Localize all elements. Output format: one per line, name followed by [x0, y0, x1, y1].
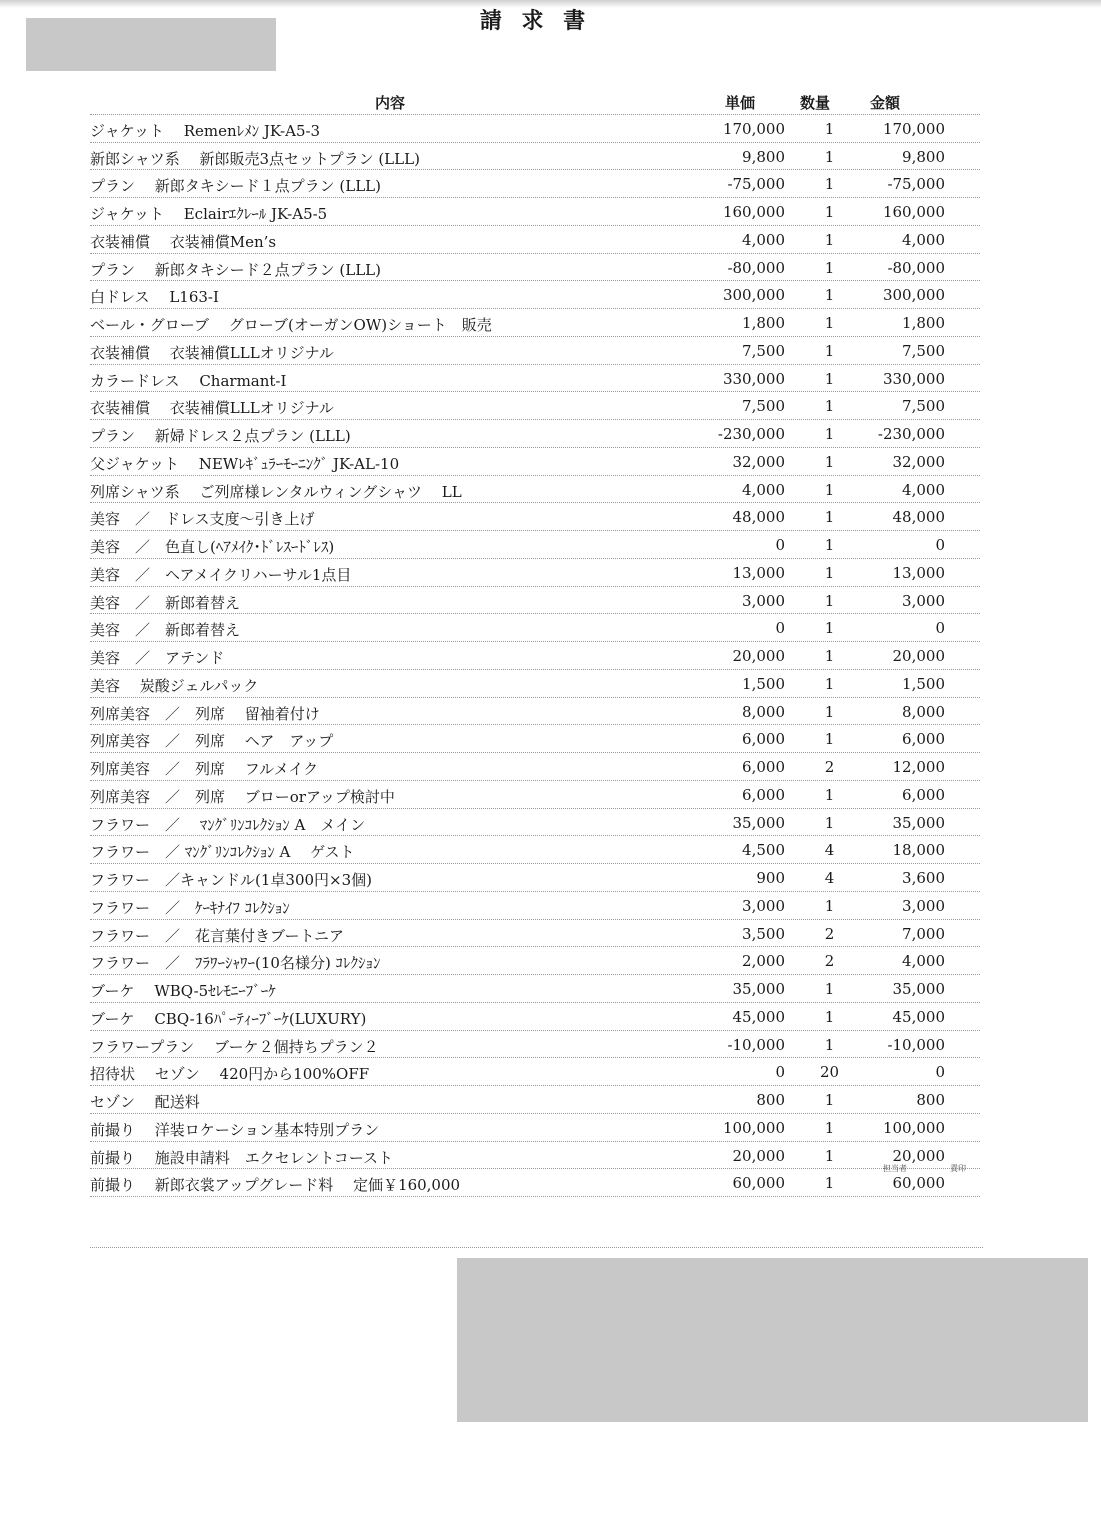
row-amount: 800 — [916, 1091, 945, 1109]
row-unit-price: 300,000 — [722, 286, 785, 305]
row-quantity: 1 — [824, 896, 835, 915]
row-quantity: 1 — [824, 203, 835, 221]
row-unit-price: 4,000 — [742, 230, 785, 249]
row-unit-price: 900 — [756, 869, 785, 887]
row-unit-price: 0 — [775, 1063, 785, 1082]
row-unit-price: 3,000 — [742, 896, 785, 915]
row-unit-price: 6,000 — [742, 730, 785, 749]
table-row — [90, 365, 980, 393]
row-amount: 7,500 — [902, 341, 945, 360]
row-unit-price: 7,500 — [742, 397, 785, 416]
table-row — [90, 781, 980, 809]
row-amount: 0 — [935, 1063, 945, 1082]
row-unit-price: -230,000 — [717, 425, 785, 443]
row-unit-price: 4,500 — [742, 841, 785, 860]
table-row — [90, 392, 980, 420]
row-content: 衣装補償 衣装補償LLLオリジナル — [90, 399, 334, 418]
row-quantity: 4 — [824, 869, 835, 887]
row-content: 新郎シャツ系 新郎販売3点セットプラン (LLL) — [90, 149, 420, 168]
row-quantity: 2 — [824, 924, 835, 943]
row-quantity: 1 — [824, 230, 835, 249]
row-content: 美容 ／ 新郎着替え — [90, 593, 241, 612]
row-content: 衣装補償 衣装補償Men’s — [90, 232, 277, 251]
row-quantity: 4 — [824, 841, 835, 860]
row-content: 美容 ／ ヘアメイクリハーサル1点目 — [90, 565, 352, 584]
row-quantity: 1 — [824, 1007, 835, 1026]
table-row — [90, 753, 980, 781]
row-content: 衣装補償 衣装補償LLLオリジナル — [90, 343, 334, 362]
row-quantity: 1 — [824, 147, 835, 166]
row-quantity: 1 — [824, 175, 835, 194]
table-row — [90, 642, 980, 670]
table-row — [90, 1086, 980, 1114]
row-quantity: 20 — [819, 1063, 840, 1082]
row-amount: 60,000 — [892, 1174, 945, 1193]
row-quantity: 1 — [824, 452, 835, 471]
table-row — [90, 281, 980, 309]
row-amount: 20,000 — [892, 647, 945, 665]
row-quantity: 1 — [824, 647, 835, 665]
table-row — [90, 170, 980, 198]
row-quantity: 1 — [824, 591, 835, 610]
table-row — [90, 226, 980, 254]
row-unit-price: 48,000 — [732, 508, 785, 527]
row-amount: 0 — [935, 536, 945, 554]
table-row — [90, 448, 980, 476]
table-row — [90, 198, 980, 226]
row-quantity: 1 — [824, 314, 835, 332]
row-quantity: 2 — [824, 758, 835, 776]
row-unit-price: 2,000 — [742, 952, 785, 971]
row-content: ブーケ CBQ-16ﾊﾟｰﾃｨｰﾌﾞｰｹ(LUXURY) — [90, 1009, 367, 1028]
redacted-block-bottom — [457, 1258, 1088, 1422]
bottom-divider — [90, 1247, 983, 1248]
row-unit-price: 6,000 — [742, 785, 785, 804]
row-amount: 18,000 — [892, 841, 945, 860]
row-unit-price: 45,000 — [732, 1007, 785, 1026]
header-unit-price: 単価 — [724, 94, 755, 112]
table-row — [90, 1058, 980, 1086]
row-amount: 170,000 — [882, 119, 945, 138]
row-content: 列席シャツ系 ご列席様レンタルウィングシャツ LL — [90, 482, 462, 501]
row-amount: 7,000 — [902, 924, 945, 943]
row-content: フラワー ／キャンドル(1卓300円×3個) — [90, 871, 372, 889]
row-unit-price: 1,800 — [742, 314, 785, 332]
table-row — [90, 309, 980, 337]
document-title: 請 求 書 — [479, 8, 592, 34]
table-row — [90, 254, 980, 282]
row-content: プラン 新郎タキシード２点プラン (LLL) — [90, 260, 381, 279]
row-amount: 35,000 — [892, 813, 945, 832]
header-content: 内容 — [374, 94, 405, 112]
row-content: プラン 新郎タキシード１点プラン (LLL) — [90, 177, 381, 196]
row-amount: -80,000 — [887, 258, 945, 277]
table-row — [90, 1003, 980, 1031]
table-row — [90, 670, 980, 698]
row-unit-price: 0 — [775, 619, 785, 638]
table-row — [90, 1169, 980, 1197]
table-row — [90, 892, 980, 920]
row-quantity: 1 — [824, 785, 835, 804]
row-amount: 3,000 — [902, 896, 945, 915]
row-content: 前撮り 新郎衣裳アップグレード料 定価￥160,000 — [90, 1176, 461, 1195]
table-row — [90, 115, 980, 143]
row-content: 父ジャケット NEWﾚｷﾞｭﾗｰﾓｰﾆﾝｸﾞ JK-AL-10 — [90, 454, 400, 473]
row-quantity: 1 — [824, 702, 835, 721]
row-quantity: 1 — [824, 286, 835, 305]
row-quantity: 1 — [824, 674, 835, 693]
row-amount: 48,000 — [892, 508, 945, 527]
row-unit-price: 170,000 — [722, 119, 785, 138]
row-quantity: 1 — [824, 508, 835, 527]
row-unit-price: -75,000 — [727, 175, 785, 194]
row-quantity: 1 — [824, 369, 835, 388]
table-row — [90, 864, 980, 892]
row-unit-price: 3,000 — [742, 591, 785, 610]
table-row — [90, 1031, 980, 1059]
row-amount: 20,000 — [892, 1146, 945, 1165]
row-content: ベール・グローブ グローブ(オーガンOW)ショート 販売 — [90, 316, 492, 334]
row-unit-price: 4,000 — [742, 480, 785, 499]
row-quantity: 1 — [824, 619, 835, 638]
table-row — [90, 559, 980, 587]
row-unit-price: 160,000 — [722, 203, 785, 221]
row-amount: 6,000 — [902, 730, 945, 749]
table-row — [90, 420, 980, 448]
row-amount: 4,000 — [902, 230, 945, 249]
row-content: 美容 ／ 新郎着替え — [90, 621, 241, 640]
row-unit-price: 800 — [756, 1091, 785, 1109]
row-content: フラワー ／ ﾏﾝｸﾞﾘﾝｺﾚｸｼｮﾝ A ゲスト — [90, 843, 355, 862]
table-row — [90, 531, 980, 559]
row-content: セゾン 配送料 — [90, 1093, 200, 1111]
row-amount: 300,000 — [882, 286, 945, 305]
row-content: ブーケ WBQ-5ｾﾚﾓﾆｰﾌﾞｰｹ — [90, 982, 276, 1000]
row-content: 美容 ／ 色直し(ﾍｱﾒｲｸ･ﾄﾞﾚｽｰﾄﾞﾚｽ) — [90, 538, 335, 556]
row-quantity: 1 — [824, 1174, 835, 1193]
row-amount: 45,000 — [892, 1007, 945, 1026]
row-content: 招待状 セゾン 420円から100%OFF — [90, 1065, 370, 1084]
table-row — [90, 975, 980, 1003]
table-row — [90, 503, 980, 531]
row-amount: -230,000 — [877, 425, 945, 443]
row-unit-price: 32,000 — [732, 452, 785, 471]
row-unit-price: 1,500 — [742, 674, 785, 693]
invoice-table — [90, 87, 980, 1197]
row-content: 列席美容 ／ 列席 ブローorアップ検討中 — [90, 787, 395, 806]
row-unit-price: 7,500 — [742, 341, 785, 360]
row-content: 前撮り 洋装ロケーション基本特別プラン — [90, 1120, 380, 1139]
row-unit-price: 9,800 — [742, 147, 785, 166]
row-amount: 1,500 — [902, 674, 945, 693]
row-amount: -75,000 — [887, 175, 945, 194]
row-unit-price: 35,000 — [732, 980, 785, 998]
row-amount: 7,500 — [902, 397, 945, 416]
table-row — [90, 1142, 980, 1170]
row-content: 前撮り 施設申請料 エクセレントコースト — [90, 1148, 394, 1167]
row-amount: 330,000 — [882, 369, 945, 388]
table-row — [90, 614, 980, 642]
row-amount: 13,000 — [892, 563, 945, 582]
row-quantity: 1 — [824, 258, 835, 277]
table-row — [90, 920, 980, 948]
row-content: 美容 炭酸ジェルパック — [90, 676, 259, 695]
row-content: 白ドレス L163-I — [90, 288, 219, 307]
table-body — [90, 115, 980, 1197]
table-row — [90, 337, 980, 365]
row-content: ジャケット Eclairｴｸﾚｰﾙ JK-A5-5 — [90, 205, 328, 223]
table-row — [90, 143, 980, 171]
row-unit-price: -10,000 — [727, 1035, 785, 1054]
row-content: ジャケット Remenﾚﾒﾝ JK-A5-3 — [90, 121, 321, 140]
row-amount: 12,000 — [892, 758, 945, 776]
table-row — [90, 809, 980, 837]
row-content: 列席美容 ／ 列席 ヘア アップ — [90, 732, 334, 751]
row-amount: 100,000 — [882, 1118, 945, 1137]
row-amount: 8,000 — [902, 702, 945, 721]
table-row — [90, 947, 980, 975]
row-amount: 1,800 — [902, 314, 945, 332]
header-quantity: 数量 — [799, 94, 830, 112]
row-content: 列席美容 ／ 列席 留袖着付け — [90, 704, 320, 723]
row-unit-price: 100,000 — [722, 1118, 785, 1137]
row-unit-price: 60,000 — [732, 1174, 785, 1193]
row-quantity: 1 — [824, 563, 835, 582]
row-quantity: 1 — [824, 480, 835, 499]
stamp-label-staff: 担当者 — [883, 1164, 907, 1173]
row-unit-price: -80,000 — [727, 258, 785, 277]
row-unit-price: 35,000 — [732, 813, 785, 832]
redacted-block-top — [26, 18, 276, 71]
row-quantity: 1 — [824, 813, 835, 832]
table-row — [90, 1114, 980, 1142]
row-content: フラワー ／ 花言葉付きブートニア — [90, 926, 344, 945]
row-content: フラワープラン ブーケ２個持ちプラン２ — [90, 1037, 379, 1056]
table-row — [90, 476, 980, 504]
row-quantity: 1 — [824, 980, 835, 998]
row-amount: 32,000 — [892, 452, 945, 471]
row-content: フラワー ／ ｹｰｷﾅｲﾌ ｺﾚｸｼｮﾝ — [90, 898, 290, 917]
row-content: 美容 ／ ドレス支度～引き上げ — [90, 510, 315, 529]
row-amount: 3,000 — [902, 591, 945, 610]
row-unit-price: 20,000 — [732, 1146, 785, 1165]
row-unit-price: 3,500 — [742, 924, 785, 943]
row-quantity: 1 — [824, 119, 835, 138]
row-content: フラワー ／ ﾌﾗﾜｰｼｬﾜｰ(10名様分) ｺﾚｸｼｮﾝ — [90, 954, 381, 973]
row-unit-price: 13,000 — [732, 563, 785, 582]
row-amount: 3,600 — [902, 869, 945, 887]
row-quantity: 1 — [824, 425, 835, 443]
row-quantity: 1 — [824, 1118, 835, 1137]
row-content: プラン 新婦ドレス２点プラン (LLL) — [90, 427, 351, 445]
header-amount: 金額 — [869, 94, 900, 112]
row-amount: 4,000 — [902, 480, 945, 499]
table-row — [90, 725, 980, 753]
stamp-label-seal: 責印 — [950, 1164, 966, 1173]
row-quantity: 1 — [824, 730, 835, 749]
row-unit-price: 6,000 — [742, 758, 785, 776]
row-amount: 0 — [935, 619, 945, 638]
row-content: 列席美容 ／ 列席 フルメイク — [90, 760, 319, 778]
row-quantity: 1 — [824, 1091, 835, 1109]
row-content: フラワー ／ ﾏﾝｸﾞﾘﾝｺﾚｸｼｮﾝ A メイン — [90, 815, 366, 834]
row-amount: 9,800 — [902, 147, 945, 166]
row-amount: 4,000 — [902, 952, 945, 971]
table-row — [90, 587, 980, 615]
row-quantity: 1 — [824, 397, 835, 416]
row-amount: -10,000 — [887, 1035, 945, 1054]
row-unit-price: 20,000 — [732, 647, 785, 665]
row-content: 美容 ／ アテンド — [90, 649, 225, 667]
table-row — [90, 698, 980, 726]
row-amount: 6,000 — [902, 785, 945, 804]
row-quantity: 1 — [824, 536, 835, 554]
row-unit-price: 330,000 — [722, 369, 785, 388]
row-quantity: 2 — [824, 952, 835, 971]
table-row — [90, 836, 980, 864]
row-amount: 160,000 — [882, 203, 945, 221]
row-content: カラードレス Charmant-I — [90, 371, 287, 390]
row-amount: 35,000 — [892, 980, 945, 998]
row-unit-price: 0 — [775, 536, 785, 554]
table-header — [90, 87, 980, 115]
row-unit-price: 8,000 — [742, 702, 785, 721]
row-quantity: 1 — [824, 341, 835, 360]
row-quantity: 1 — [824, 1146, 835, 1165]
row-quantity: 1 — [824, 1035, 835, 1054]
